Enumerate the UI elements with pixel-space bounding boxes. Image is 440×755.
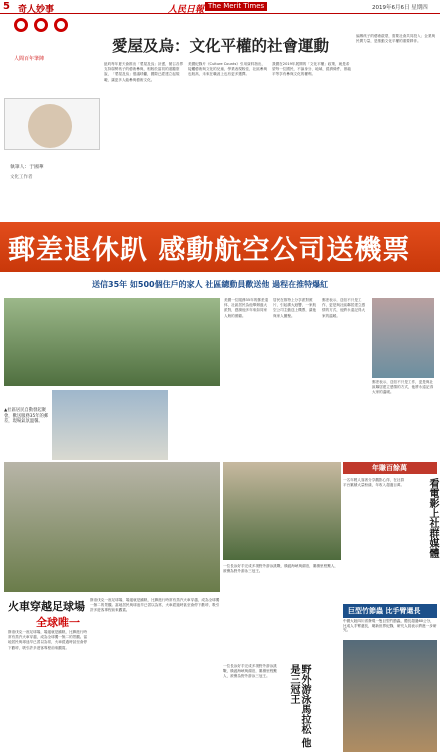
lizard-caption: 中國大陸四川省發現一隻巨型竹節蟲，體長超過60公分，比成人手臂還長，刷新世界紀錄，研究人員表示將進一步研究。 (343, 619, 437, 633)
section-title: 奇人妙事 (18, 5, 55, 15)
train-article: 斯洛伐克一座足球場，場邊就是鐵軌，比賽進行時常有蒸汽火車穿越，成為全球獨一無二的景觀。當地居民與球迷早已習以為常，火車經過時甚至會停下歡呼，吸引許多遊客專程前來觀賞。 (90, 598, 220, 613)
page-number: 5 (3, 1, 10, 12)
article-column: 郵差表示，送信不只是工作，更是與社區鄰居建立感情的方式，他將永遠記得大家的溫暖。 (322, 298, 366, 318)
train-article-column: 斯洛伐克一座足球場，場邊就是鐵軌，比賽進行時常有蒸汽火車穿越，成為全球獨一無二的景觀。當地居民與球迷早已習以為常，火車經過時甚至會停下歡呼，吸引許多遊客專程前來觀賞。 (8, 630, 88, 650)
train-subheadline: 全球唯一 (36, 616, 80, 629)
sidebar-headline: 看電影上社群媒體 (427, 478, 438, 558)
column-badge (4, 18, 100, 58)
article-column: 美國一位服務35年的郵差退休，社區居民為他舉辦盛大派對，感謝他多年來如同家人般的照顧。 (224, 298, 269, 318)
ring-icon (34, 18, 48, 32)
football-field-photo (223, 462, 341, 560)
newspaper-logo-en: The Merit Times (205, 2, 267, 11)
ring-icon (54, 18, 68, 32)
postman-photo (372, 298, 434, 378)
issue-date: 2019年6月6日 星期四 (372, 5, 428, 11)
article-column: 郵差表示，送信不只是工作，更是與社區鄰居建立感情的方式，他將永遠記得大家的溫暖。 (372, 380, 434, 395)
party-photo (4, 298, 220, 386)
newspaper-logo: 人民日報 (168, 5, 205, 15)
swim-headline: 野外游泳馬拉松 他是三冠王 (288, 664, 310, 748)
photo-caption: ▲社區居民自動發起聚會，歡送服務35年的郵差，現場氣氛溫馨。 (4, 408, 49, 425)
article-column: 我國在2019年展開的「文化平權」政策，就是希望每一位國民，不論身分、地域、經濟條件，都能平等享有參與文化的權利。 (272, 62, 352, 77)
author-role: 文化工作者 (10, 175, 33, 180)
author-byline: 執筆人：于國華 (10, 165, 44, 170)
train-headline: 火車穿越足球場 (8, 600, 85, 613)
swim-article-column: 一位長泳好手完成多項野外游泳挑戰，橫渡海峽與湖泊，累積里程驚人，被譽為野外游泳三冠王。 (223, 664, 277, 679)
stick-insect-photo (343, 640, 437, 752)
column-badge-label: 人間百年筆陣 (14, 56, 45, 62)
article-column: 紐約每年夏天會推出「愛屋及烏」計畫，號召各界支持弱勢孩子的藝術參與，相較於當初的道聽塗說，「愛屋及烏」倡議呼籲，國際已經建立起規範，讓更多人能參與藝術文化。 (104, 62, 184, 82)
train-stadium-photo (4, 462, 220, 592)
article-column: 居民在推特上分享派對照片，引起廣大迴響，一家航空公司主動送上機票，讓他與家人團聚。 (273, 298, 317, 318)
banner-headline: 郵差退休趴 感動航空公司送機票 (8, 235, 411, 266)
banner-subtitle: 送信35年 如500個住戶的家人 社區總動員歡送他 過程在推特爆紅 (92, 280, 329, 289)
article-title: 愛屋及烏：文化平權的社會運動 (112, 36, 330, 55)
swim-article: 一位長泳好手完成多項野外游泳挑戰，橫渡海峽與湖泊，累積里程驚人，被譽為野外游泳三冠王。 (223, 564, 338, 574)
article-column: 美國紀錄片《Culture Counts》引用資料指出，接觸藝術與文化的兒童，學業表現較佳，社區參與也較高，未來在職涯上也有更多選擇。 (188, 62, 268, 77)
article-column: 偏鄉孩子的藝術啟蒙，需要社會共同投入；企業與民間力量，是推動文化平權的重要夥伴。 (356, 34, 436, 44)
ring-icon (14, 18, 28, 32)
author-photo (28, 104, 72, 148)
lizard-headline: 巨型竹節蟲 比手臂還長 (348, 607, 421, 615)
mail-truck-photo (52, 390, 168, 460)
sidebar-article: 一名年輕人靠著分享觀影心得，在社群平台累積大量粉絲，年收入超過百萬。 (343, 478, 405, 488)
sidebar-tag-label: 年賺百餘萬 (372, 464, 407, 472)
